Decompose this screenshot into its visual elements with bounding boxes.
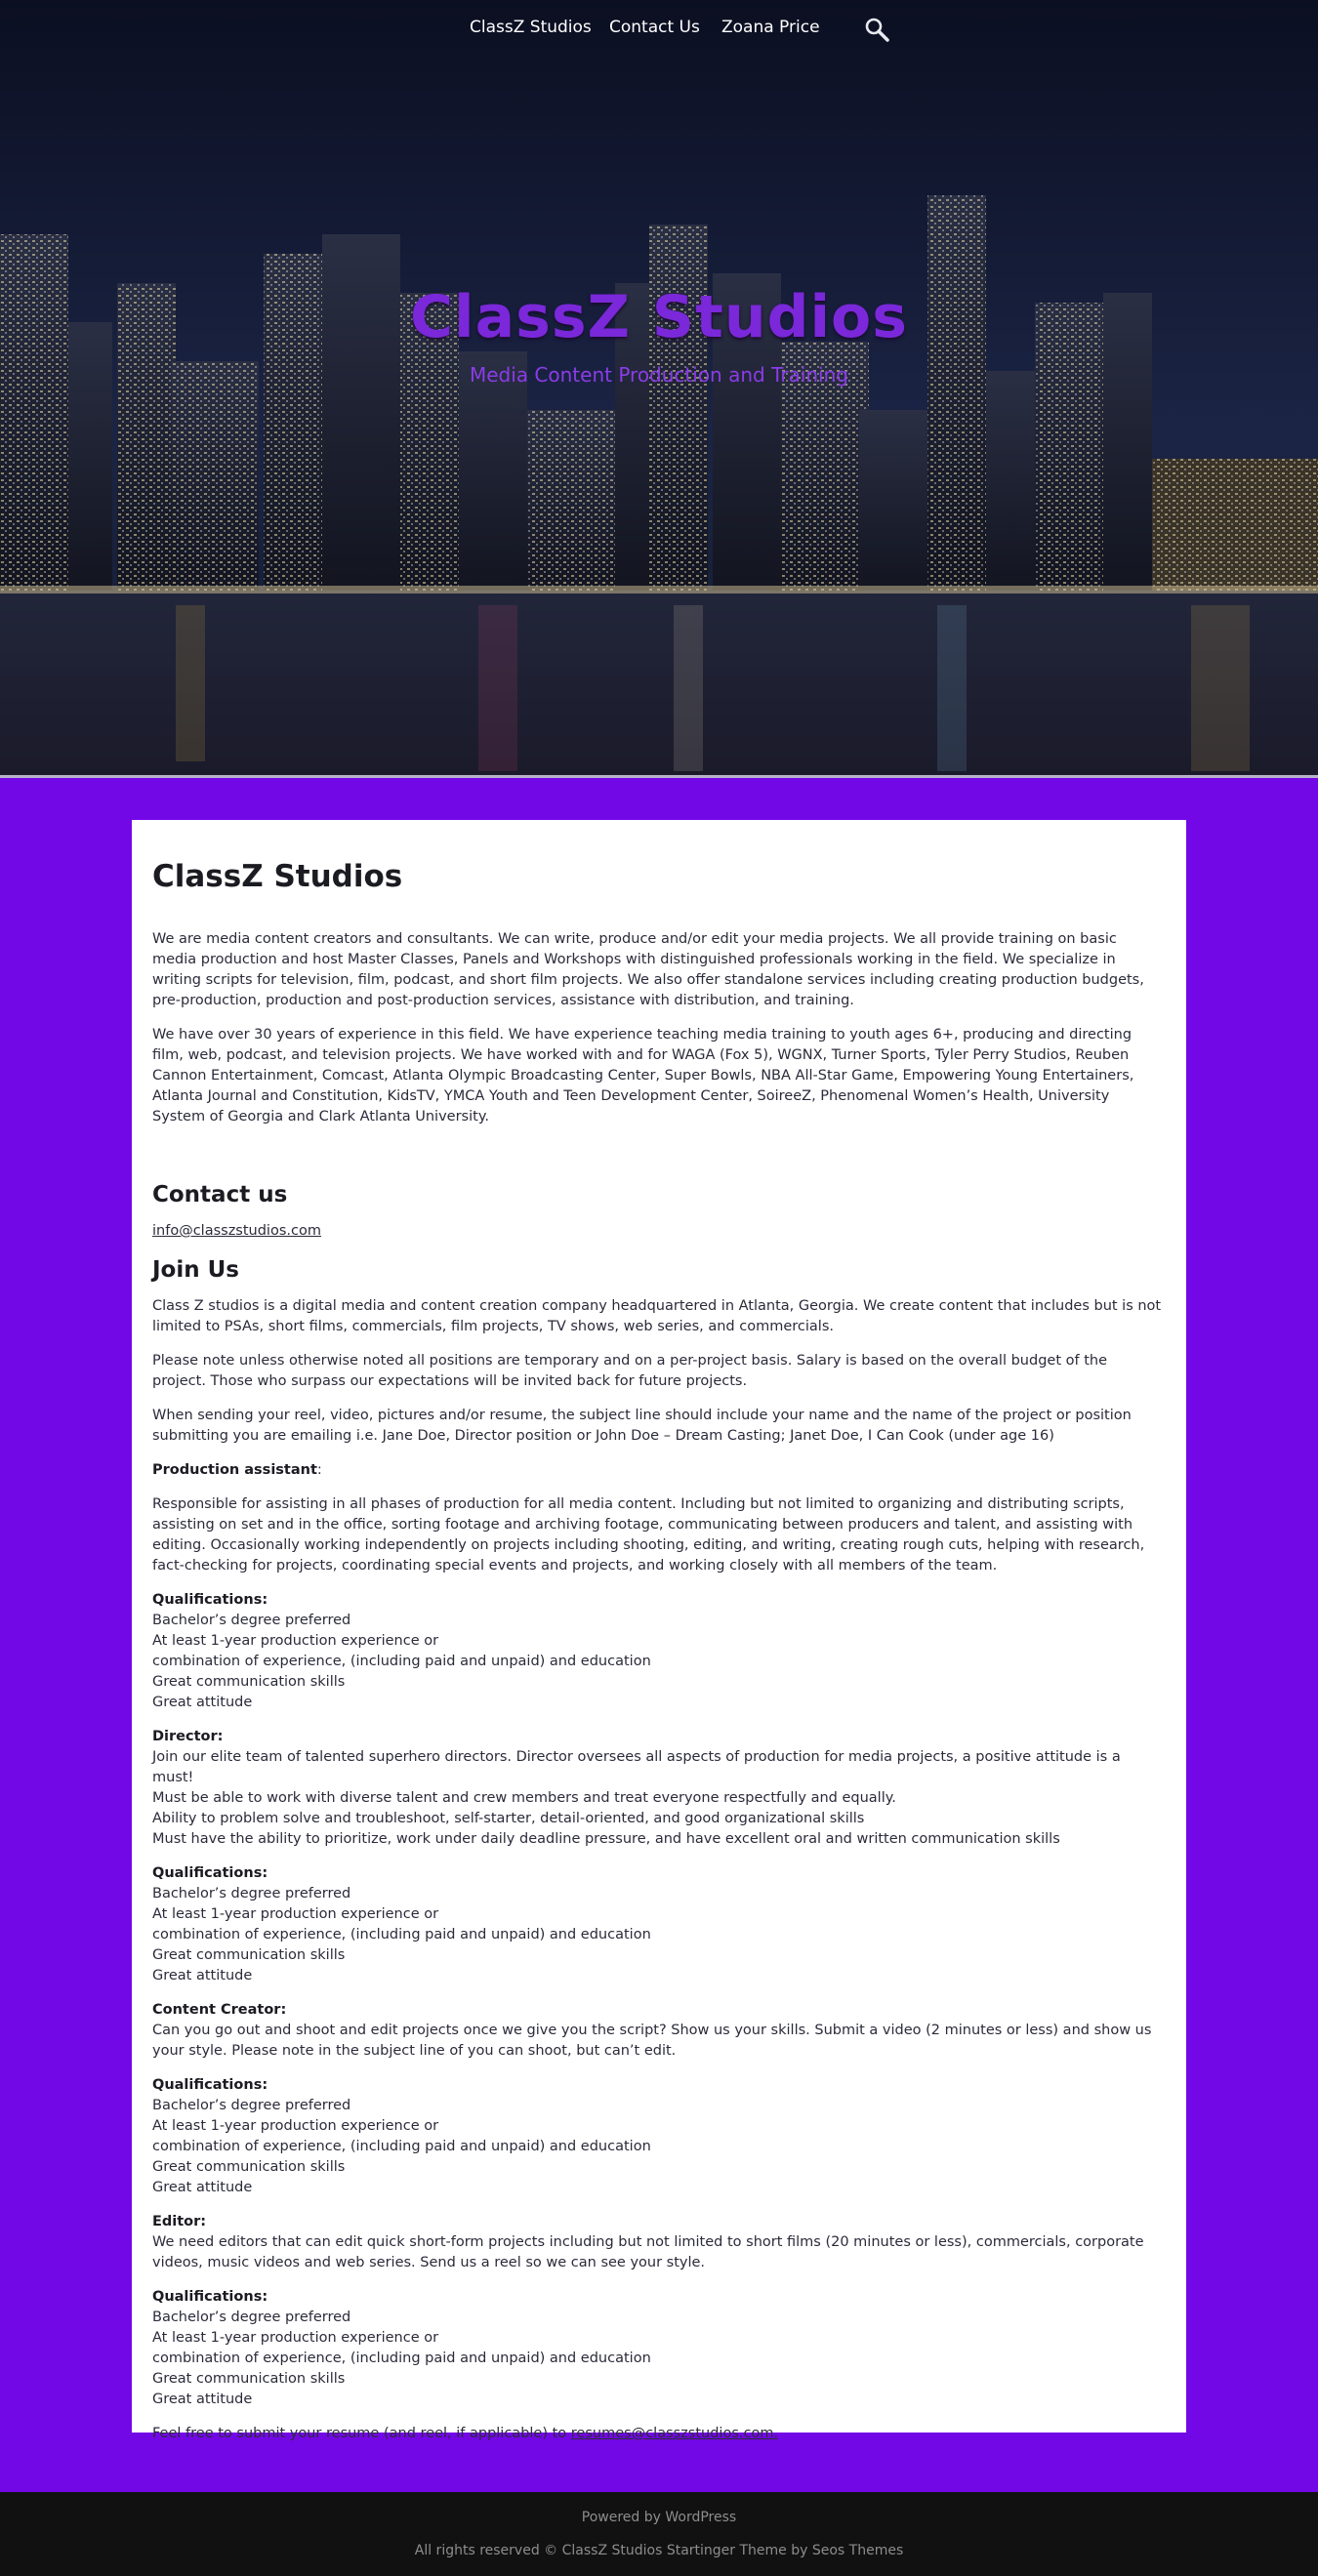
join-paragraph-2: Please note unless otherwise noted all positions are temporary and on a per-project basis. Salary is based on the overall budget of the project. Those who surpass our expectations will be invited back for future projects. <box>152 1353 1107 1389</box>
join-paragraph-1: Class Z studios is a digital media and content creation company headquartered in Atlanta, Georgia. We create content that includes but is not limited to PSAs, short films, commercials, film projects, TV shows, web series, and commercials. <box>152 1298 1162 1334</box>
qualification-item: At least 1-year production experience or <box>152 1633 439 1649</box>
qualifications-block-4 <box>152 2287 1165 2410</box>
qualification-item: At least 1-year production experience or <box>152 1906 439 1922</box>
director-line: Join our elite team of talented superhero directors. Director oversees all aspects of production for media projects, a positive attitude is a must! <box>152 1749 1121 1785</box>
director-line: Must be able to work with diverse talent and crew members and treat everyone respectfully and equally. <box>152 1790 896 1806</box>
qualification-item: Great communication skills <box>152 2159 346 2175</box>
intro-paragraph-1: We are media content creators and consultants. We can write, produce and/or edit your media projects. We all provide training on basic media production and host Master Classes, Panels and Workshops with distinguished professionals working in the field. We specialize in writing scripts for television, film, podcast, and short film projects. We also offer standalone services including creating production budgets, pre-production, production and post-production services, assistance with distribution, and training. <box>152 931 1144 1008</box>
site-footer <box>0 2492 1318 2576</box>
qualification-item: Bachelor’s degree preferred <box>152 1886 351 1901</box>
powered-by-link[interactable]: Powered by WordPress <box>581 2510 737 2525</box>
editor-block <box>152 2212 1165 2273</box>
page-title: ClassZ Studios <box>152 859 403 894</box>
intro-paragraph-2: We have over 30 years of experience in this field. We have experience teaching media training to youth ages 6+, producing and directing film, web, podcast, and television projects. We have worked with and for WAGA (Fox 5), WGNX, Turner Sports, Tyler Perry Studios, Reuben Cannon Entertainment, Comcast, Atlanta Olympic Broadcasting Center, Super Bowls, NBA All-Star Game, Empowering Young Entertainers, Atlanta Journal and Constitution, KidsTV, YMCA Youth and Teen Development Center, SoireeZ, Phenomenal Women’s Health, University System of Georgia and Clark Atlanta University. <box>152 1027 1134 1124</box>
director-line: Ability to problem solve and troubleshoot, self-starter, detail-oriented, and good organizational skills <box>152 1811 865 1826</box>
content-creator-label: Content Creator: <box>152 2002 287 2018</box>
qualification-item: Bachelor’s degree preferred <box>152 1613 351 1628</box>
closing-text: Feel free to submit your resume (and reel, if applicable) to <box>152 2426 571 2441</box>
qualification-item: combination of experience, (including paid and unpaid) and education <box>152 2351 651 2366</box>
join-paragraph-3: When sending your reel, video, pictures and/or resume, the subject line should include your name and the name of the project or position submitting you are emailing i.e. Jane Doe, Director position or John Doe – Dream Casting; Janet Doe, I Can Cook (under age 16) <box>152 1408 1132 1444</box>
qualification-item: combination of experience, (including paid and unpaid) and education <box>152 1927 651 1942</box>
production-assistant-label: Production assistant <box>152 1462 317 1478</box>
qualification-item: Great communication skills <box>152 1674 346 1690</box>
production-assistant-colon: : <box>316 1462 322 1478</box>
hero-banner <box>0 0 1318 778</box>
top-navigation <box>0 0 1318 61</box>
qualifications-block-2 <box>152 1863 1165 1986</box>
director-label: Director: <box>152 1729 224 1744</box>
city-skyline-image <box>0 0 1318 778</box>
qualifications-label: Qualifications: <box>152 1592 268 1608</box>
content-creator-description: Can you go out and shoot and edit projects once we give you the script? Show us your skills. Submit a video (2 minutes or less) and show us your style. Please note in the subject line of you can shoot, but can’t edit. <box>152 2023 1152 2059</box>
qualifications-label: Qualifications: <box>152 2077 268 2093</box>
director-line: Must have the ability to prioritize, work under daily deadline pressure, and have excellent oral and written communication skills <box>152 1831 1060 1847</box>
qualification-item: Bachelor’s degree preferred <box>152 2098 351 2113</box>
production-assistant-description: Responsible for assisting in all phases of production for all media content. Including but not limited to organizing and distributing scripts, assisting on set and in the office, sorting footage and archiving footage, communicating between producers and talent, and assisting with editing. Occasionally working independently on projects including shooting, editing, and writing, creating rough cuts, helping with research, fact-checking for projects, coordinating special events and projects, and working closely with all members of the team. <box>152 1496 1145 1574</box>
resumes-email-link[interactable]: resumes@classzstudios.com. <box>570 2426 779 2441</box>
contact-email-link[interactable]: info@classzstudios.com <box>152 1223 321 1239</box>
editor-label: Editor: <box>152 2214 207 2229</box>
nav-item-classz-studios[interactable]: ClassZ Studios <box>470 18 592 37</box>
qualification-item: Great attitude <box>152 1968 253 1983</box>
qualification-item: combination of experience, (including paid and unpaid) and education <box>152 2139 651 2154</box>
qualification-item: Great attitude <box>152 1695 253 1710</box>
search-icon <box>863 16 890 43</box>
contact-heading: Contact us <box>152 1182 288 1207</box>
site-tagline: Media Content Production and Training <box>470 363 848 387</box>
hero-divider <box>0 775 1318 778</box>
site-title[interactable]: ClassZ Studios <box>410 283 908 351</box>
qualifications-label: Qualifications: <box>152 2289 268 2305</box>
nav-item-zoana-price[interactable]: Zoana Price <box>721 18 820 37</box>
qualification-item: combination of experience, (including paid and unpaid) and education <box>152 1654 651 1669</box>
search-button[interactable] <box>863 16 890 43</box>
director-block <box>152 1727 1165 1850</box>
production-assistant-heading <box>152 1460 1165 1481</box>
qualification-item: Great attitude <box>152 2392 253 2407</box>
editor-description: We need editors that can edit quick short-form projects including but not limited to short films (20 minutes or less), commercials, corporate videos, music videos and web series. Send us a reel so we can see your style. <box>152 2234 1144 2270</box>
qualification-item: Great communication skills <box>152 2371 346 2387</box>
content-creator-block <box>152 2000 1165 2062</box>
nav-item-contact-us[interactable]: Contact Us <box>609 18 700 37</box>
closing-paragraph <box>152 2424 1165 2444</box>
qualification-item: At least 1-year production experience or <box>152 2118 439 2134</box>
join-heading: Join Us <box>152 1257 239 1283</box>
qualifications-block-1 <box>152 1590 1165 1713</box>
footer-rights: All rights reserved © ClassZ Studios Startinger Theme by Seos Themes <box>414 2543 904 2558</box>
main-content-card <box>132 820 1186 2441</box>
qualifications-label: Qualifications: <box>152 1865 268 1881</box>
qualifications-block-3 <box>152 2075 1165 2198</box>
qualification-item: At least 1-year production experience or <box>152 2330 439 2346</box>
qualification-item: Great communication skills <box>152 1947 346 1963</box>
qualification-item: Great attitude <box>152 2180 253 2195</box>
qualification-item: Bachelor’s degree preferred <box>152 2310 351 2325</box>
footer-powered-by <box>0 2510 1318 2525</box>
